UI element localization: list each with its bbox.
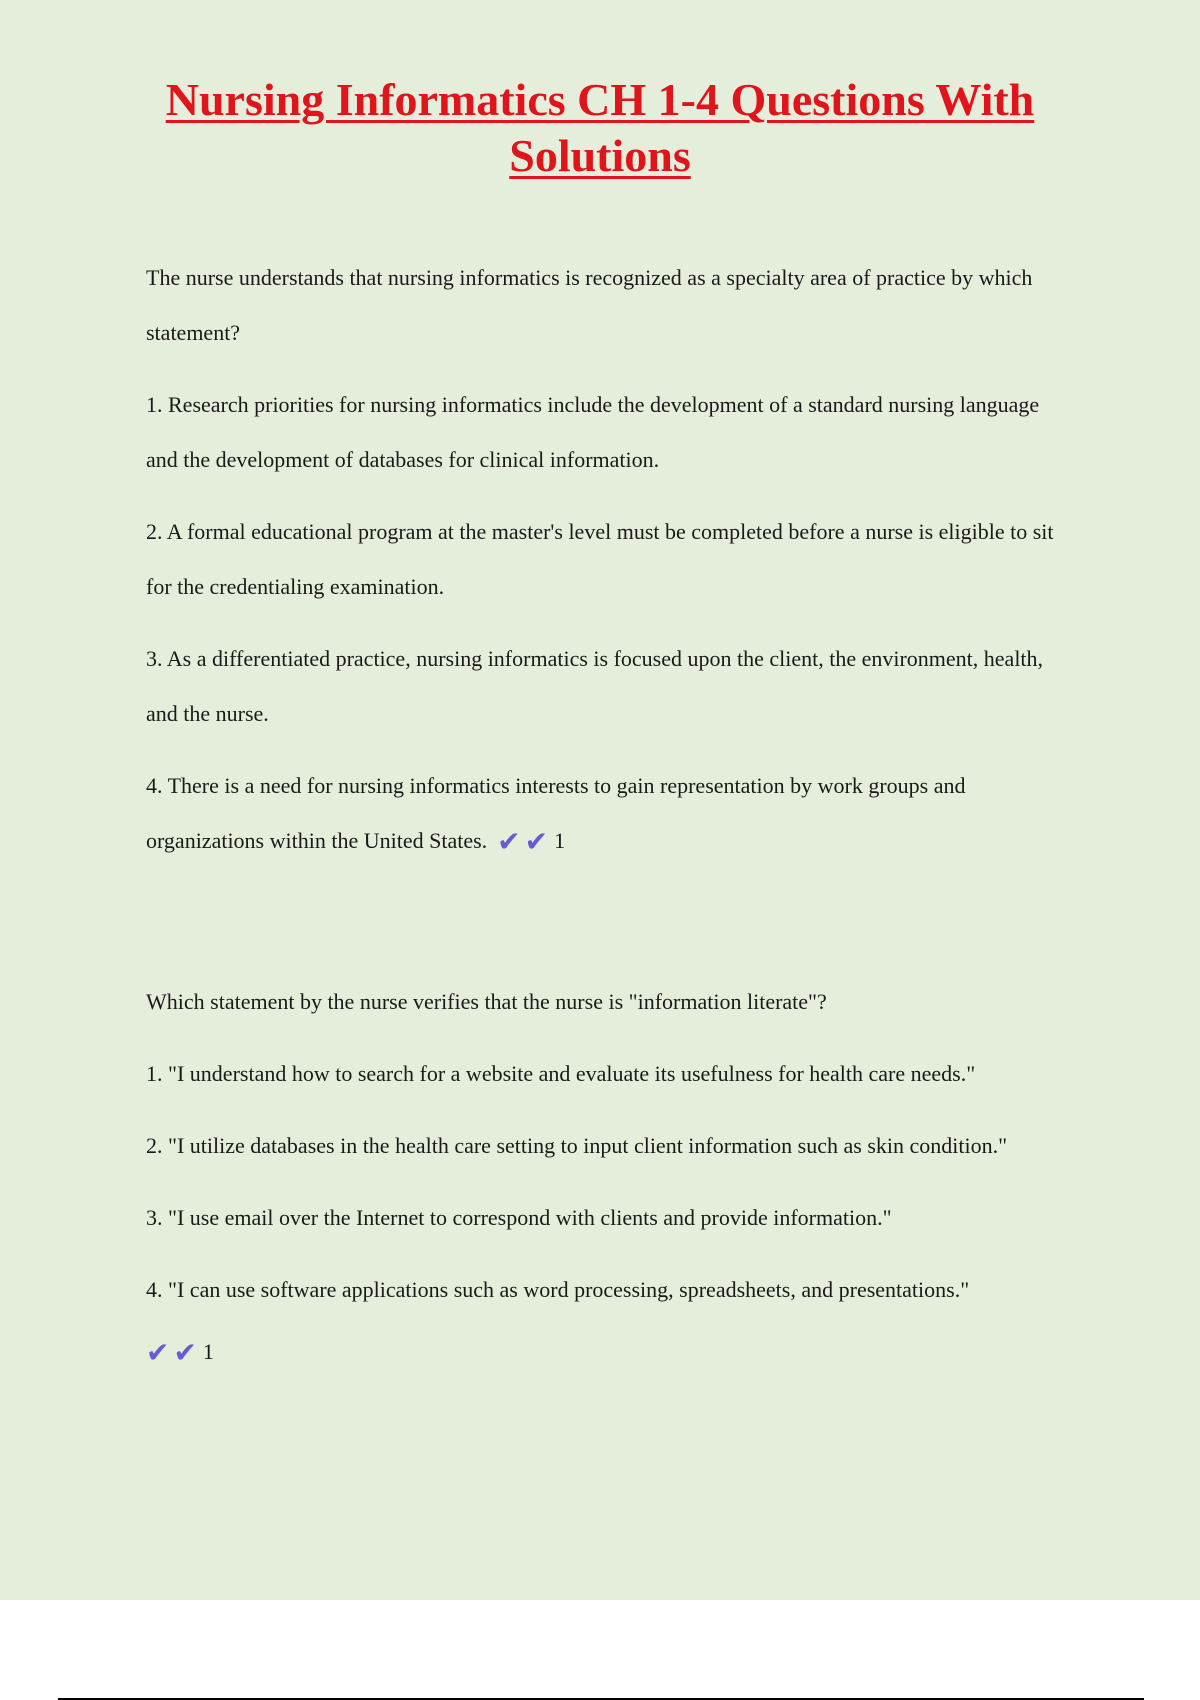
question-2 [146, 974, 1076, 1380]
correct-answer: 1 [554, 828, 566, 853]
document-title: Nursing Informatics CH 1-4 Questions With Solutions [165, 74, 1035, 181]
answer-option-with-answer [146, 758, 1076, 869]
answer-option: 1. Research priorities for nursing informatics include the development of a standard nursing language and the development of databases for clinical information. [146, 392, 1040, 472]
double-check-icon: ✔✔ [146, 1336, 201, 1369]
answer-option: 3. As a differentiated practice, nursing informatics is focused upon the client, the environment, health, and the nurse. [146, 646, 1044, 726]
correct-answer: 1 [202, 1339, 214, 1364]
answer-option: 3. "I use email over the Internet to correspond with clients and provide information." [146, 1205, 892, 1230]
answer-option: 2. "I utilize databases in the health care setting to input client information such as skin condition." [146, 1133, 1008, 1158]
answer-option-text: 4. There is a need for nursing informatics interests to gain representation by work groups and organizations within the United States. [146, 773, 966, 853]
answer-option: 1. "I understand how to search for a website and evaluate its usefulness for health care needs." [146, 1061, 976, 1086]
double-check-icon: ✔✔ [497, 825, 553, 858]
document-body [146, 250, 1076, 1397]
question-stem: Which statement by the nurse verifies that the nurse is "information literate"? [146, 989, 827, 1014]
answer-line [146, 1324, 1076, 1380]
question-1 [146, 250, 1076, 869]
answer-option: 2. A formal educational program at the master's level must be completed before a nurse is eligible to sit for the credentialing examination. [146, 519, 1054, 599]
question-stem: The nurse understands that nursing informatics is recognized as a specialty area of practice by which statement? [146, 265, 1033, 345]
answer-option: 4. "I can use software applications such as word processing, spreadsheets, and presentations." [146, 1277, 970, 1302]
